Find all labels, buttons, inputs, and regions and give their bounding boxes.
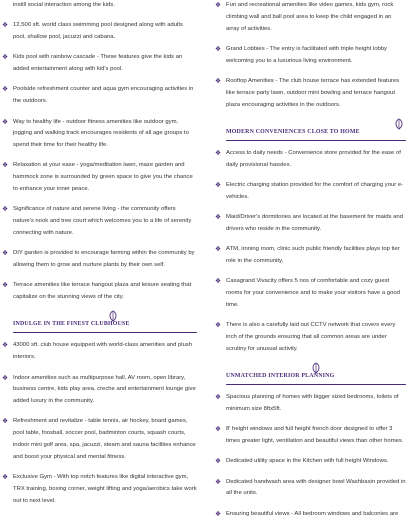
diamond-bullet-icon: ❖ — [215, 214, 222, 222]
left-column — [0, 0, 207, 504]
list-item-text: instill social interaction among the kids. — [13, 2, 115, 8]
diamond-bullet-icon: ❖ — [2, 86, 9, 94]
list-item-text: Maid/Driver's dormitories are located at the basement for maids and drivers who reside in the community. — [226, 214, 403, 232]
diamond-bullet-icon: ❖ — [215, 278, 222, 286]
diamond-bullet-icon: ❖ — [215, 181, 222, 189]
list-item-text: ATM, ironing room, clinic such public friendly facilities plays top tier role in the community. — [226, 246, 400, 264]
list-item — [213, 212, 406, 236]
diamond-bullet-icon: ❖ — [215, 149, 222, 157]
right-column — [207, 0, 406, 518]
section-heading-interior-planning — [213, 364, 406, 382]
diamond-bullet-icon: ❖ — [2, 22, 9, 30]
diamond-bullet-icon: ❖ — [215, 2, 222, 9]
list-item — [213, 477, 406, 501]
list-item — [0, 84, 197, 108]
list-item — [213, 244, 406, 268]
list-item — [213, 180, 406, 204]
list-item-text: Kids pool with rainbow cascade - These features give the kids an added entertainment along with kid's pool. — [13, 54, 183, 73]
diamond-bullet-icon: ❖ — [215, 426, 222, 434]
list-item — [213, 320, 406, 355]
list-item-text: 12,500 sft. world class swimming pool designed along with adults pool, shallow pool, jacuzzi and cabana. — [13, 22, 183, 41]
heading-underline — [226, 384, 406, 385]
list-item-text: Terrace amenities like terrace hangout plaza and leisure seating that capitalize on the stunning views of the city. — [13, 282, 192, 301]
heading-underline — [226, 140, 406, 141]
list-item-text: Dedicated handwash area with designer bowl Washbasin provided in all the units. — [226, 478, 406, 497]
list-item-text: Indoor amenities such as multipurpose hall, AV room, open library, business centre, kids play area, creche and entertainment lounge give added luxury in the community. — [13, 374, 196, 405]
list-item — [0, 204, 197, 239]
list-item-text: Rooftop Amenities - The club house terrace has extended features like terrace party lawn, outdoor mini bowling and terrace hangout plaza encouraging activities in the outdoors. — [226, 77, 400, 108]
list-item-text: There is also a carefully laid out CCTV network that covers every inch of the grounds ensuring that all common areas are under scrutiny for unusual activity. — [226, 322, 396, 352]
list-item-text: Refreshment and revitalize - table tennis, air hockey, board games, pool table, foosball, soccer pool, badminton courts, squash courts, indoor mini golf area, spa, jacuzzi, steam and sauna facilities enhance and boost your physical and mental fitness. — [13, 418, 196, 460]
list-item-text: Exclusive Gym - With top notch features like digital interactive gym, TRX training, boxing corner, weight lifting and yoga/aerobics take work out to next level. — [13, 474, 197, 504]
diamond-bullet-icon: ❖ — [2, 118, 9, 126]
diamond-bullet-icon: ❖ — [215, 394, 222, 402]
list-item — [213, 0, 406, 35]
list-item — [0, 472, 197, 507]
diamond-bullet-icon: ❖ — [215, 478, 222, 486]
list-item — [213, 509, 406, 520]
list-item-text: Dedicated utility space in the Kitchen with full height Windows. — [226, 458, 389, 465]
section-heading-clubhouse — [0, 312, 197, 330]
list-item-text: 43000 sft. club house equipped with world-class amenities and plush interiors. — [13, 342, 193, 361]
list-item-text: Spacious planning of homes with bigger sized bedrooms, toilets of minimum size 8ftx5ft. — [226, 394, 399, 412]
list-item-text: Ensuring beautiful views - All bedroom windows and balconies are — [226, 510, 399, 517]
list-item — [0, 373, 197, 408]
list-item — [213, 276, 406, 311]
section-heading-text: UNMATCHED INTERIOR PLANNING — [226, 373, 335, 380]
diamond-bullet-icon: ❖ — [2, 162, 9, 170]
list-item — [0, 340, 197, 364]
section-heading-text: INDULGE IN THE FINEST CLUBHOUSE — [13, 321, 130, 328]
leaf-ornament-icon — [394, 118, 404, 130]
section-heading-conveniences — [213, 120, 406, 138]
list-item — [0, 20, 197, 44]
diamond-bullet-icon: ❖ — [215, 77, 222, 85]
diamond-bullet-icon: ❖ — [2, 282, 9, 290]
leaf-ornament-icon — [311, 362, 321, 374]
leaf-ornament-icon — [108, 310, 118, 322]
list-item-text: Poolside refreshment counter and aqua gym encouraging activities in the outdoors. — [13, 86, 194, 105]
diamond-bullet-icon: ❖ — [215, 322, 222, 330]
list-item-text: Grand Lobbies - The entry is facilitated with triple height lobby welcoming you to a luxurious living environment. — [226, 45, 387, 64]
diamond-bullet-icon: ❖ — [2, 474, 9, 482]
list-item — [0, 416, 197, 463]
list-item — [213, 76, 406, 111]
diamond-bullet-icon: ❖ — [2, 418, 9, 426]
list-item-text: Access to daily needs - Convenience store provided for the ease of daily provisional hassles. — [226, 149, 401, 168]
list-item — [213, 148, 406, 172]
diamond-bullet-icon: ❖ — [215, 510, 222, 518]
list-item — [213, 456, 406, 468]
list-item — [0, 117, 197, 152]
list-item-text: Casagrand Vivacity offers 5 nos of comfortable and cozy guest rooms for your convenience and to make your visitors have a good time. — [226, 278, 400, 308]
diamond-bullet-icon: ❖ — [2, 206, 9, 214]
list-item-text: Way to healthy life - outdoor fitness amenities like outdoor gym, jogging and walking track encourages residents of all age groups to spend their time for their healthy life. — [13, 118, 189, 149]
list-item — [0, 0, 197, 12]
diamond-bullet-icon: ❖ — [2, 374, 9, 382]
diamond-bullet-icon: ❖ — [2, 54, 9, 62]
diamond-bullet-icon: ❖ — [215, 246, 222, 254]
diamond-bullet-icon: ❖ — [2, 250, 9, 258]
section-heading-text: MODERN CONVENIENCES CLOSE TO HOME — [226, 128, 360, 135]
list-item — [0, 280, 197, 304]
heading-underline — [13, 332, 197, 333]
list-item-text: Relaxation at your ease - yoga/meditation lawn, maze garden and hammock zone is surrounded by green space to give you the chance to enhance your inner peace. — [13, 162, 193, 193]
diamond-bullet-icon: ❖ — [215, 45, 222, 53]
diamond-bullet-icon: ❖ — [215, 458, 222, 466]
list-item — [0, 52, 197, 76]
list-item-text: 8' height windows and full height french door designed to offer 3 times greater light, ventilation and beautiful views than other homes. — [226, 426, 404, 444]
list-item-text: DIY garden is provided to encourage farming within the community by allowing them to grow and nurture plants by their own self. — [13, 250, 195, 269]
list-item — [213, 392, 406, 416]
list-item-text: Electric charging station provided for the comfort of charging your e-vehicles. — [226, 181, 404, 200]
list-item — [213, 44, 406, 68]
list-item-text: Significance of nature and serene living - the community offers nature's nook and tree court which welcomes you to a life of serenity connecting with nature. — [13, 206, 192, 236]
list-item — [213, 424, 406, 448]
list-item — [0, 160, 197, 195]
list-item — [0, 248, 197, 272]
list-item-text: Fun and recreational amenities like video games, kids gym, rock climbing wall and ball pool area to keep the child engaged in an array of activities. — [226, 2, 394, 32]
diamond-bullet-icon: ❖ — [2, 342, 9, 350]
